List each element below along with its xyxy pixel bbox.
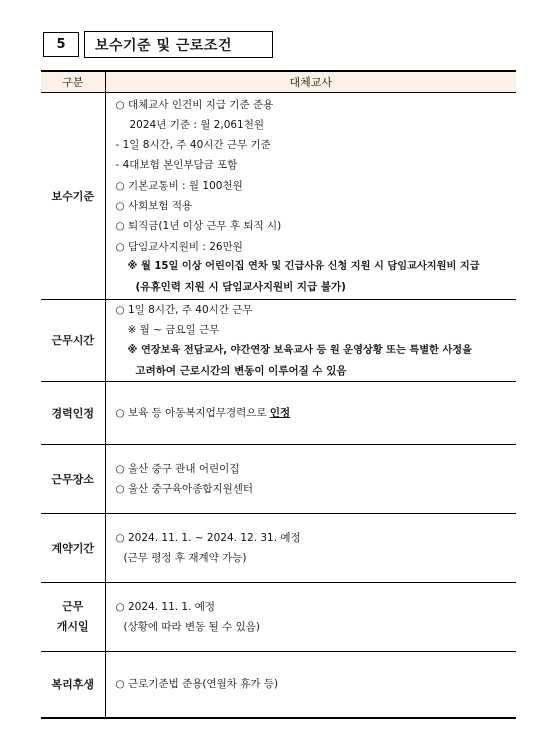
section-title: 보수기준 및 근로조건 <box>84 31 273 58</box>
content-text: ○ 보육 등 아동복지업무경력으로 <box>115 407 270 420</box>
content-line: ○ 2024. 11. 1. 예정 <box>115 600 216 613</box>
section-number: 5 <box>43 32 79 57</box>
content-line: ○ 기본교통비 : 월 100천원 <box>115 179 243 192</box>
content-line: ○ 사회보험 적용 <box>115 200 193 212</box>
row-welfare <box>41 652 516 718</box>
row-content <box>105 514 516 583</box>
content-note: ※ 연장보육 전담교사, 야간연장 보육교사 등 원 운영상황 또는 특별한 사정을 <box>127 344 472 356</box>
content-line: (근무 평정 후 재계약 가능) <box>123 552 247 565</box>
content-line: ○ 2024. 11. 1. ~ 2024. 12. 31. 예정 <box>115 531 301 544</box>
content-line: - 1일 8시간, 주 40시간 근무 기준 <box>115 139 271 152</box>
row-label: 근무장소 <box>41 445 105 514</box>
content-note: (유휴인력 지원 시 담임교사지원비 지급 불가) <box>135 281 346 294</box>
row-contract-period <box>41 514 516 583</box>
content-line: ○ 담임교사지원비 : 26만원 <box>115 240 243 253</box>
row-label: 복리후생 <box>41 652 105 718</box>
row-label-line: 개시일 <box>56 620 89 634</box>
row-pay-standard <box>41 93 516 300</box>
content-note: ※ 월 15일 이상 어린이집 연차 및 긴급사유 신청 지원 시 담임교사지원비 지급 <box>127 260 480 272</box>
content-line: ○ 퇴직금(1년 이상 근무 후 퇴직 시) <box>115 220 282 233</box>
row-label: 근무시간 <box>41 300 105 382</box>
row-label-line: 근무 <box>62 599 84 613</box>
row-content <box>105 445 516 514</box>
content-line: (상황에 따라 변동 될 수 있음) <box>123 621 260 634</box>
row-label: 보수기준 <box>41 93 105 300</box>
row-content <box>105 300 516 382</box>
content-line: ○ 근로기준법 준용(연월차 휴가 등) <box>115 678 279 691</box>
content-line: ○ 울산 중구 관내 어린이집 <box>115 462 240 475</box>
row-content <box>105 652 516 718</box>
content-line <box>116 403 517 423</box>
content-line: 2024년 기준 : 월 2,061천원 <box>129 118 265 131</box>
table-header-row <box>41 71 516 93</box>
content-line: ※ 월 ~ 금요일 근무 <box>127 324 220 337</box>
content-note: 고려하여 근로시간의 변동이 이루어질 수 있음 <box>135 364 347 377</box>
content-line: ○ 울산 중구육아종합지원센터 <box>115 483 254 496</box>
header-category: 구분 <box>41 71 105 93</box>
row-workplace <box>41 445 516 514</box>
header-substitute-teacher: 대체교사 <box>105 71 516 93</box>
row-career-recognition <box>41 382 516 445</box>
row-content <box>105 93 516 300</box>
row-label: 경력인정 <box>41 382 105 445</box>
row-content <box>105 382 516 445</box>
row-label <box>41 583 105 652</box>
content-line: - 4대보험 본인부담금 포함 <box>115 159 238 172</box>
content-line: ○ 대체교사 인건비 지급 기준 준용 <box>115 98 274 111</box>
row-start-date <box>41 583 516 652</box>
row-label: 계약기간 <box>41 514 105 583</box>
content-line: ○ 1일 8시간, 주 40시간 근무 <box>115 304 253 316</box>
conditions-table <box>41 70 516 719</box>
content-emphasis: 인정 <box>269 407 291 420</box>
row-work-hours <box>41 300 516 382</box>
row-content <box>105 583 516 652</box>
